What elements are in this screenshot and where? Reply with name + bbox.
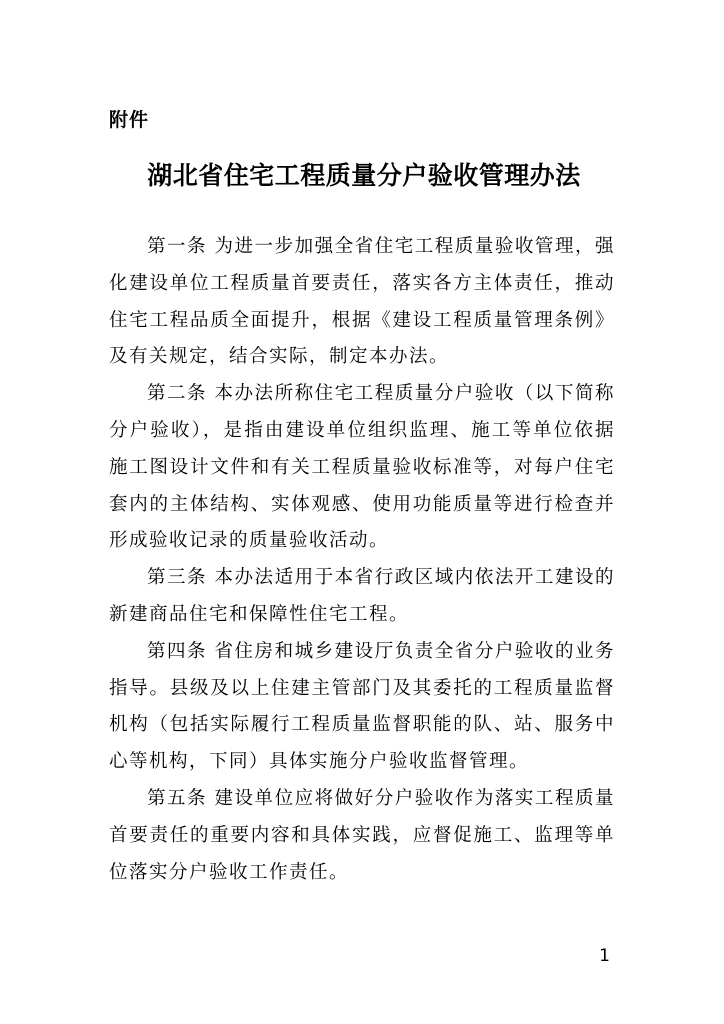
article-1-paragraph: 第一条 为进一步加强全省住宅工程质量验收管理，强化建设单位工程质量首要责任，落实各方主体责任，推动住宅工程品质全面提升，根据《建设工程质量管理条例》及有关规定，结合实际，制定本办法。 [109, 236, 615, 368]
article-2-paragraph: 第二条 本办法所称住宅工程质量分户验收（以下简称分户验收），是指由建设单位组织监理、施工等单位依据施工图设计文件和有关工程质量验收标准等，对每户住宅套内的主体结构、实体观感、使用功能质量等进行检查并形成验收记录的质量验收活动。 [109, 383, 615, 552]
article-5-paragraph: 第五条 建设单位应将做好分户验收作为落实工程质量首要责任的重要内容和具体实践，应督促施工、监理等单位落实分户验收工作责任。 [109, 787, 615, 883]
document-title: 湖北省住宅工程质量分户验收管理办法 [147, 161, 581, 190]
document-body [109, 229, 615, 891]
attachment-label: 附件 [109, 109, 150, 131]
page-number: 1 [599, 946, 610, 966]
article-4-paragraph: 第四条 省住房和城乡建设厅负责全省分户验收的业务指导。县级及以上住建主管部门及其委托的工程质量监督机构（包括实际履行工程质量监督职能的队、站、服务中心等机构，下同）具体实施分户验收监督管理。 [109, 640, 615, 773]
article-3-paragraph: 第三条 本办法适用于本省行政区域内依法开工建设的新建商品住宅和保障性住宅工程。 [109, 567, 615, 625]
